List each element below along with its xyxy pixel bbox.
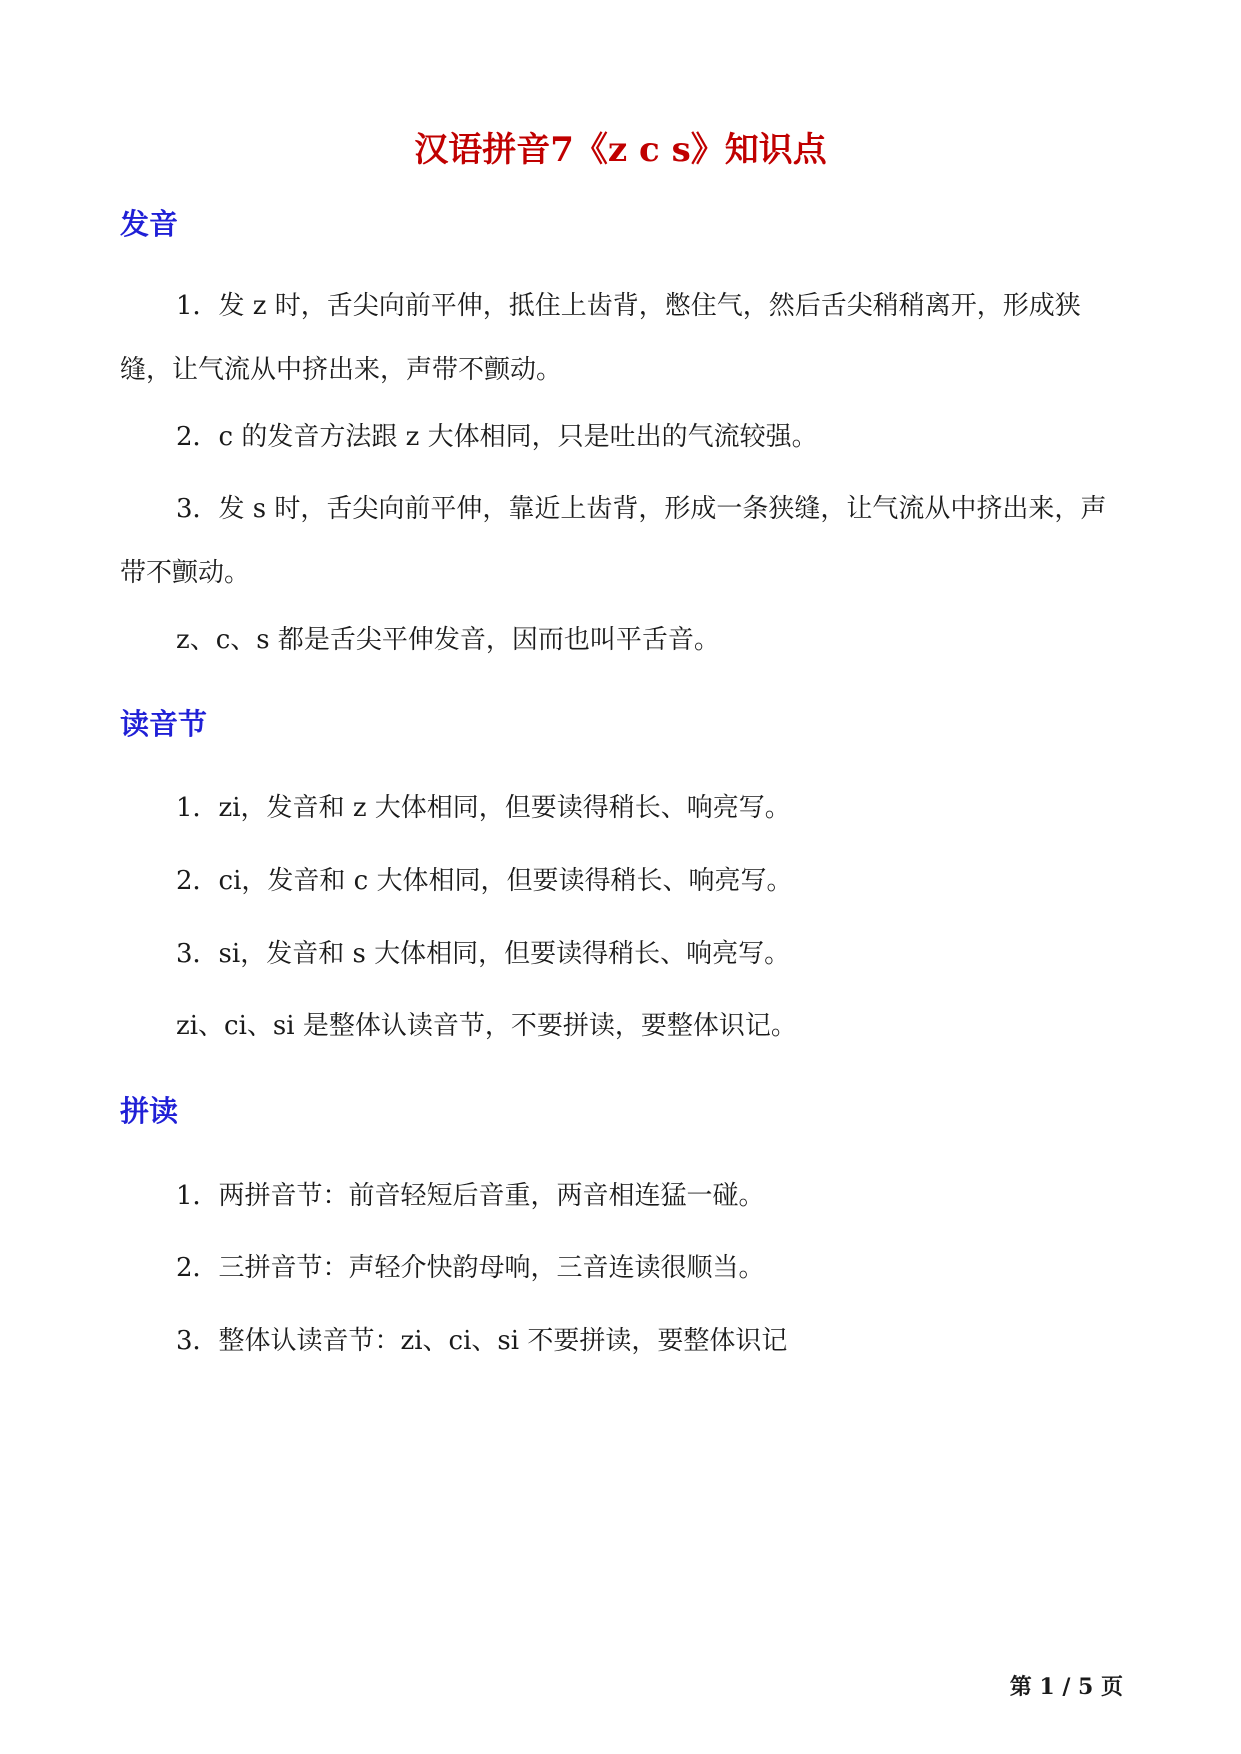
page-title: 汉语拼音7《z c s》知识点 <box>414 130 827 170</box>
section-heading-pronunciation: 发音 <box>120 207 179 241</box>
paragraph: 2．c 的发音方法跟 z 大体相同，只是吐出的气流较强。 <box>176 422 818 452</box>
paragraph: 3．si，发音和 s 大体相同，但要读得稍长、响亮写。 <box>176 939 791 969</box>
section-heading-spelling: 拼读 <box>120 1094 179 1128</box>
paragraph: 3．整体认读音节：zi、ci、si 不要拼读，要整体识记 <box>176 1326 788 1356</box>
paragraph: 2．三拼音节：声轻介快韵母响，三音连读很顺当。 <box>176 1253 765 1283</box>
paragraph: 2．ci，发音和 c 大体相同，但要读得稍长、响亮写。 <box>176 866 793 896</box>
section-heading-syllables: 读音节 <box>120 707 208 741</box>
page-number: 第 1 / 5 页 <box>1009 1674 1123 1700</box>
paragraph: z、c、s 都是舌尖平伸发音，因而也叫平舌音。 <box>176 625 720 655</box>
paragraph: zi、ci、si 是整体认读音节，不要拼读，要整体识记。 <box>176 1011 797 1041</box>
paragraph: 1．两拼音节：前音轻短后音重，两音相连猛一碰。 <box>176 1181 765 1211</box>
paragraph: 1．发 z 时，舌尖向前平伸，抵住上齿背，憋住气，然后舌尖稍稍离开，形成狭缝，让气流从中挤出来，声带不颤动。 <box>120 291 1081 385</box>
paragraph: 1．zi，发音和 z 大体相同，但要读得稍长、响亮写。 <box>176 793 791 823</box>
paragraph: 3．发 s 时，舌尖向前平伸，靠近上齿背，形成一条狭缝，让气流从中挤出来，声带不颤动。 <box>120 494 1107 588</box>
